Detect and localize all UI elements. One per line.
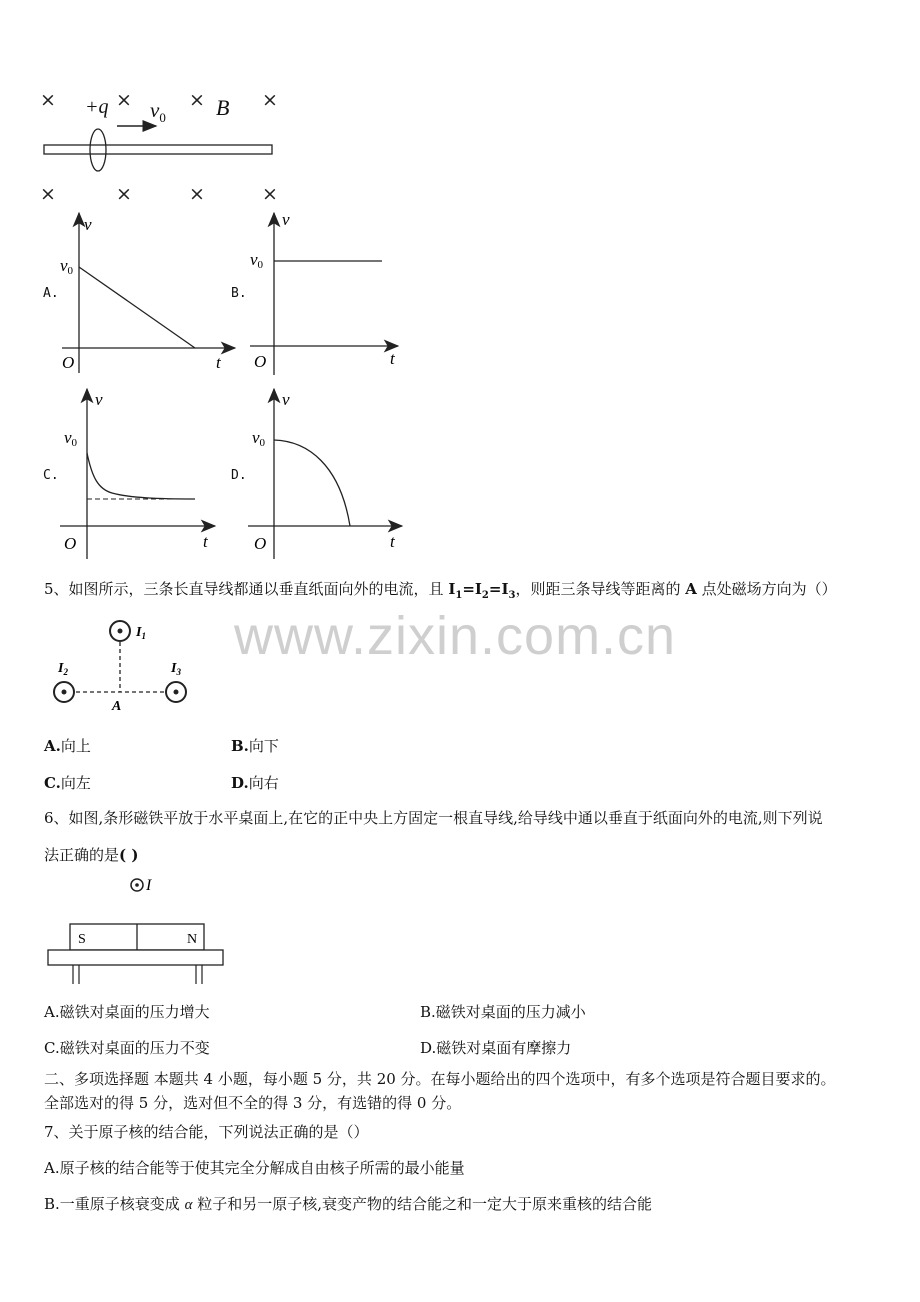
q6-option-d[interactable]: D.磁铁对桌面有摩擦力: [420, 1039, 572, 1057]
table-top: [48, 950, 223, 965]
south-pole-label: S: [78, 932, 86, 947]
cross-icon: ×: [189, 89, 205, 111]
field-label: B: [216, 95, 230, 120]
graph-curve: [87, 453, 195, 499]
cross-icon: ×: [116, 89, 132, 111]
t-axis-label: t: [390, 532, 395, 551]
v0-label: v0: [250, 250, 264, 271]
t-axis-label: t: [203, 532, 208, 551]
q5-option-c[interactable]: C.向左: [44, 774, 91, 792]
q6-option-c[interactable]: C.磁铁对桌面的压力不变: [44, 1039, 210, 1057]
cross-icon: ×: [116, 183, 132, 205]
q7-option-b[interactable]: B.一重原子核衰变成 α 粒子和另一原子核,衰变产物的结合能之和一定大于原来重核的结合能: [44, 1195, 652, 1213]
graph-curve: [79, 267, 195, 348]
question-7-stem: 7、关于原子核的结合能，下列说法正确的是（）: [44, 1123, 369, 1141]
graph-curve: [274, 440, 350, 526]
q6-option-a[interactable]: A.磁铁对桌面的压力增大: [44, 1003, 210, 1021]
question-6-stem-line1: 6、如图,条形磁铁平放于水平桌面上,在它的正中央上方固定一根直导线,给导线中通以垂直于纸面向外的电流,则下列说: [44, 809, 823, 827]
graph-d: [228, 385, 428, 560]
watermark: www.zixin.com.cn: [234, 606, 677, 666]
option-label-c: C.: [43, 468, 59, 483]
v-axis-label: v: [282, 210, 290, 229]
question-6-stem-line2: 法正确的是( ): [44, 846, 139, 864]
q5-option-d[interactable]: D.向右: [231, 774, 279, 792]
cross-icon: ×: [262, 89, 278, 111]
cross-icon: ×: [40, 183, 56, 205]
current-out-icon-2: [54, 682, 74, 702]
field-figure: [0, 0, 300, 210]
question-6-figure: [40, 872, 240, 992]
section-2-heading-line2: 全部选对的得 5 分，选对但不全的得 3 分，有选错的得 0 分。: [44, 1094, 462, 1112]
t-axis-label: t: [216, 353, 221, 372]
cross-icon: ×: [40, 89, 56, 111]
north-pole-label: N: [187, 932, 198, 947]
current-out-icon-1: [110, 621, 130, 641]
velocity-label: $v_0$: [150, 98, 166, 126]
section-2-heading-line1: 二、多项选择题 本题共 4 小题，每小题 5 分，共 20 分。在每小题给出的四个选项中，有多个选项是符合题目要求的。: [44, 1070, 836, 1088]
rod: [44, 145, 272, 154]
graph-a: [40, 205, 240, 380]
question-5-stem: 5、如图所示，三条长直导线都通以垂直纸面向外的电流，且 $I_1=I_2=I_3$，则距三条导线等距离的 A 点处磁场方向为（）: [44, 580, 837, 601]
v0-label: v0: [252, 428, 266, 449]
current-label: I: [146, 877, 152, 894]
v-axis-label: v: [95, 390, 103, 409]
ring: [90, 129, 106, 171]
current-label-2: $I_2$: [58, 661, 68, 677]
q7-option-a[interactable]: A.原子核的结合能等于使其完全分解成自由核子所需的最小能量: [44, 1159, 465, 1177]
origin-label: O: [254, 534, 267, 553]
option-label-a: A.: [43, 286, 59, 301]
q6-option-b[interactable]: B.磁铁对桌面的压力减小: [420, 1003, 586, 1021]
t-axis-label: t: [390, 349, 395, 368]
v-axis-label: v: [282, 390, 290, 409]
current-out-icon-3: [166, 682, 186, 702]
rod-ring-drawing: [0, 0, 300, 210]
option-label-b: B.: [231, 286, 247, 301]
origin-label: O: [254, 352, 267, 371]
question-5-figure: [40, 612, 210, 722]
v-axis-label: v: [84, 215, 92, 234]
cross-icon: ×: [262, 183, 278, 205]
graph-b: [228, 205, 428, 380]
current-label-1: $I_1$: [136, 625, 146, 641]
v0-label: v0: [60, 256, 74, 277]
charge-label: +q: [85, 96, 109, 118]
current-out-icon: [131, 879, 143, 891]
cross-icon: ×: [189, 183, 205, 205]
q5-option-b[interactable]: B.向下: [231, 737, 279, 755]
origin-label: O: [62, 353, 75, 372]
current-label-3: $I_3$: [171, 661, 181, 677]
origin-label: O: [64, 534, 77, 553]
q5-option-a[interactable]: A.向上: [44, 737, 91, 755]
v0-label: v0: [64, 428, 78, 449]
graph-c: [40, 385, 240, 560]
point-a-label: A: [112, 699, 122, 714]
option-label-d: D.: [231, 468, 247, 483]
